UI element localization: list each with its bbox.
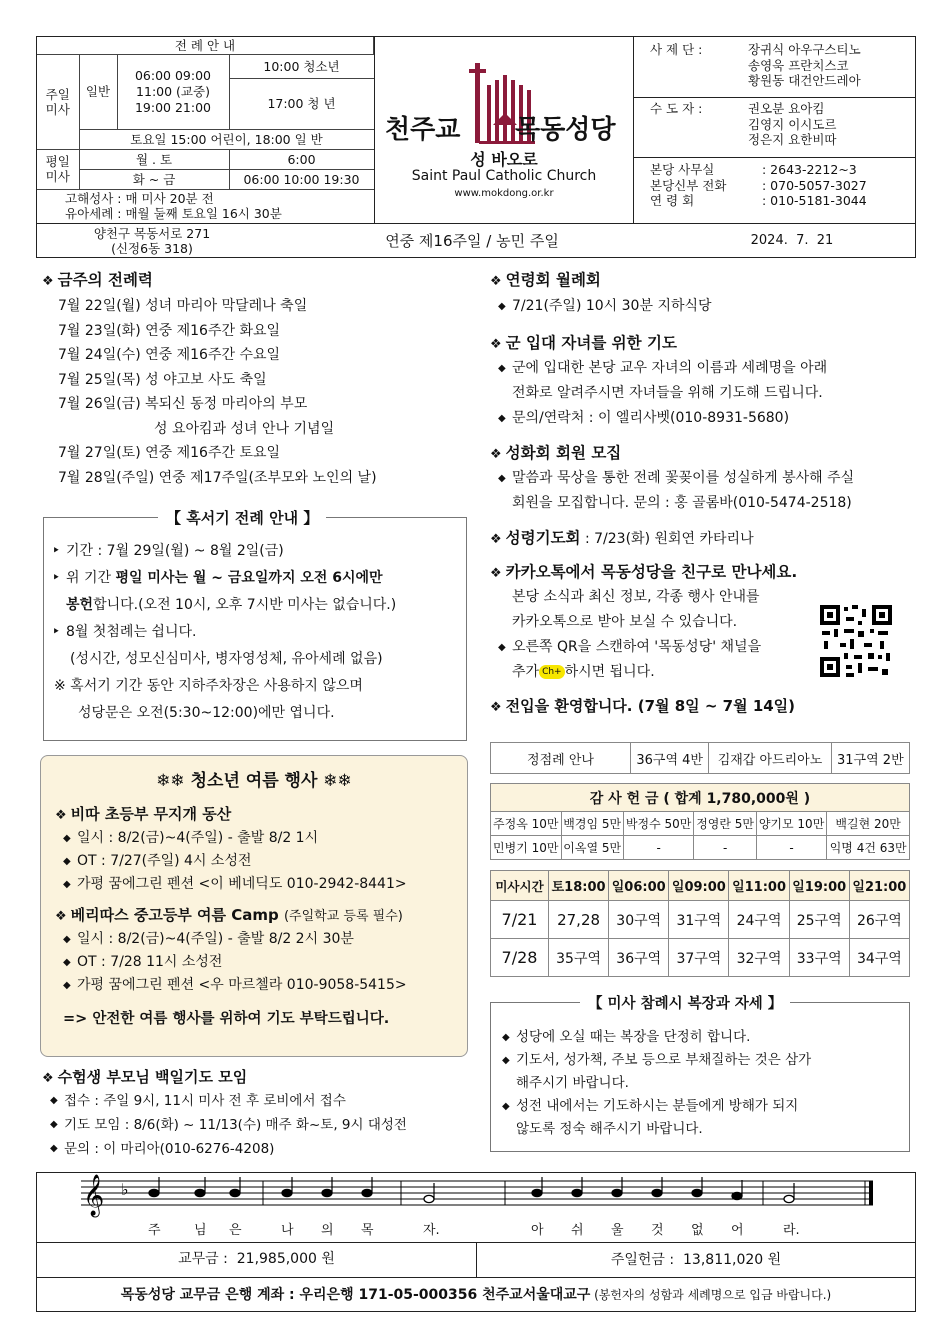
youth-mass: 10:00 청소년 — [229, 54, 374, 78]
contact-value: : 2643-2212~3 — [762, 162, 857, 177]
staff-role — [650, 73, 748, 89]
calendar-item: 7월 28일(주일) 연중 제17주일(조부모와 노인의 날) — [58, 469, 377, 486]
summer-liturgy-title: 【 혹서기 전례 안내 】 — [158, 507, 326, 528]
music-note — [732, 1192, 742, 1199]
music-note — [692, 1189, 702, 1196]
wd2-days: 화 ~ 금 — [79, 169, 229, 189]
lyric-syllable: 라. — [783, 1223, 800, 1238]
music-note — [612, 1189, 622, 1196]
summer-item: ‣ 8월 첫첨례는 쉽니다. — [44, 619, 464, 646]
staff-role — [650, 58, 748, 74]
duty-cell: 35구역 — [549, 939, 609, 977]
youth-heading: 비따 초등부 무지개 동산 — [70, 805, 232, 823]
duty-cell: 33구역 — [789, 939, 849, 977]
saturday-mass: 토요일 15:00 어린이, 18:00 일 반 — [79, 129, 374, 149]
english-name: Saint Paul Catholic Church — [411, 168, 597, 184]
welcome-area: 31구역 2반 — [831, 743, 909, 774]
staff-name: 장귀식 아우구스티노 — [748, 42, 861, 57]
lyric-syllable: 어 — [731, 1223, 744, 1238]
section-title: 금주의 전례력 — [57, 271, 153, 289]
lyric-syllable: 나 — [281, 1223, 294, 1238]
duty-header: 일21:00 — [849, 871, 909, 901]
offering-cell: 민병기 10만 — [491, 836, 562, 860]
offering-cell: - — [694, 836, 756, 860]
lyric-syllable: 님 — [194, 1223, 207, 1238]
title-bar — [37, 223, 915, 257]
music-note — [322, 1189, 332, 1196]
wd1-times: 6:00 — [229, 149, 374, 169]
mass-duty-table — [490, 870, 910, 977]
prayer-group-info: : 7/23(화) 원회연 카타리나 — [580, 531, 754, 547]
youth-item: ◆ 가평 꿈에그린 펜션 <우 마르첼라 010-9058-5415> — [55, 974, 467, 997]
youth-item: ◆ 일시 : 8/2(금)~4(주일) - 출발 8/2 1시 — [55, 827, 467, 850]
duty-header: 미사시간 — [491, 871, 549, 901]
offering-cell: 이옥열 5만 — [561, 836, 623, 860]
music-note — [362, 1189, 372, 1196]
offering-cell: 백경임 5만 — [561, 812, 623, 836]
attire-item-cont: 않도록 정숙 해주시기 바랍니다. — [516, 1121, 703, 1137]
attire-item: ◆ 성당에 오실 때는 복장을 단정히 합니다. — [494, 1026, 906, 1049]
notice-item: ◆ 문의/연락처 : 이 엘리사벳(010-8931-5680) — [490, 406, 915, 431]
music-note — [230, 1189, 240, 1196]
section-title: 수험생 부모님 백일기도 모임 — [57, 1068, 248, 1086]
youth-heading: 베리따스 중고등부 여름 Camp — [70, 906, 279, 924]
attire-title: 【 미사 참례시 복장과 자세 】 — [580, 992, 790, 1013]
sunday-title: 연중 제16주일 / 농민 주일 — [385, 232, 559, 250]
flat-sign-icon: ♭ — [121, 1180, 129, 1199]
kakao-text: 본당 소식과 최신 정보, 각종 행사 안내를 — [512, 589, 760, 605]
duty-header: 일06:00 — [609, 871, 669, 901]
contact-label: 본당 사무실 — [650, 162, 715, 177]
diamond-bullet-icon: ❖ — [55, 808, 67, 823]
duty-header: 일11:00 — [729, 871, 789, 901]
summer-item-cont: 봉헌합니다.(오전 10시, 오후 7시반 미사는 없습니다.) — [66, 597, 397, 613]
section-title: 군 입대 자녀를 위한 기도 — [505, 334, 677, 352]
duty-cell: 24구역 — [729, 901, 789, 939]
parish-dues: 교무금 : 21,985,000 원 — [37, 1243, 477, 1277]
wd1-days: 월 . 토 — [79, 149, 229, 169]
duty-cell: 26구역 — [849, 901, 909, 939]
music-note — [195, 1189, 205, 1196]
summer-item: ‣ 위 기간 평일 미사는 월 ~ 금요일까지 오전 6시에만 — [44, 565, 464, 592]
duty-cell: 27,28 — [549, 901, 609, 939]
diamond-bullet-icon: ❖ — [490, 337, 502, 352]
exam-item: ◆ 접수 : 주일 9시, 11시 미사 전 후 로비에서 접수 — [42, 1089, 482, 1113]
attire-item: ◆ 기도서, 성가책, 주보 등으로 부채질하는 것은 삼가 — [494, 1049, 906, 1072]
offering-title: 감 사 헌 금 ( 합계 1,780,000원 ) — [491, 784, 910, 812]
kakao-item-cont: 추가 Ch+ 하시면 됩니다. — [512, 664, 655, 680]
church-name-right: 목동성당 — [515, 115, 616, 145]
offering-cell: 익명 4건 63만 — [827, 836, 910, 860]
contact-value: : 010-5181-3044 — [762, 193, 867, 208]
staff-name: 송영욱 프란치스코 — [748, 57, 849, 73]
kakao-item: ◆ 오른쪽 QR을 스캔하여 '목동성당' 채널을 — [490, 635, 915, 660]
lyric-syllable: 울 — [611, 1223, 624, 1238]
contact-label: 본당신부 전화 — [650, 177, 727, 193]
duty-cell: 37구역 — [669, 939, 729, 977]
young-adult-mass: 17:00 청 년 — [229, 78, 374, 129]
diamond-bullet-icon: ❖ — [490, 566, 502, 581]
diamond-bullet-icon: ❖ — [490, 700, 502, 715]
staff-role — [650, 117, 748, 133]
contact-value: : 070-5057-3027 — [762, 177, 867, 193]
youth-closing: => 안전한 여름 행사를 위하여 기도 부탁드립니다. — [63, 1011, 390, 1027]
bulletin-date: 2024. 7. 21 — [750, 233, 834, 248]
music-note — [424, 1195, 434, 1202]
music-note — [572, 1189, 582, 1196]
sun-times-1: 06:00 09:00 — [134, 67, 212, 83]
offering-cell: 양기모 10만 — [756, 812, 827, 836]
duty-cell: 30구역 — [609, 901, 669, 939]
lyric-syllable: 없 — [691, 1223, 704, 1238]
ilban-label: 일반 — [79, 54, 117, 129]
youth-heading-note: (주일학교 등록 필수) — [283, 909, 403, 924]
duty-header: 일19:00 — [789, 871, 849, 901]
attire-content — [494, 1026, 906, 1141]
confession-info: 고해성사 : 매 미사 20분 전 — [65, 191, 214, 207]
staff-name: 김영지 이시도르 — [748, 116, 837, 132]
staff-role: 사 제 단 : — [650, 42, 703, 57]
staff-name: 권오분 요아킴 — [748, 101, 825, 116]
diamond-bullet-icon: ❖ — [55, 909, 67, 924]
bank-account: 목동성당 교무금 은행 계좌 : 우리은행 171-05-000356 천주교서울대교구 — [120, 1287, 591, 1303]
sunday-label: 주일 미사 — [37, 54, 79, 149]
music-note — [652, 1189, 662, 1196]
notice-item: ◆ 말씀과 묵상을 통한 전례 꽃꽂이를 성실하게 봉사해 주실 — [490, 466, 915, 491]
calendar-item: 성 요아킴과 성녀 안나 기념일 — [154, 420, 335, 437]
calendar-item: 7월 24일(수) 연중 제16주간 수요일 — [58, 347, 281, 363]
exam-prayer-section — [42, 1066, 482, 1161]
staff-role: 수 도 자 : — [650, 101, 703, 116]
attire-item: ◆ 성전 내에서는 기도하시는 분들에게 방해가 되지 — [494, 1095, 906, 1118]
duty-header: 토18:00 — [549, 871, 609, 901]
kakao-text: 카카오톡으로 받아 보실 수 있습니다. — [512, 614, 738, 630]
offering-table — [490, 783, 910, 860]
calendar-item: 7월 27일(토) 연중 제16주간 토요일 — [58, 445, 281, 461]
youth-item: ◆ 일시 : 8/2(금)~4(주일) - 출발 8/2 2시 30분 — [55, 928, 467, 951]
exam-item: ◆ 기도 모임 : 8/6(화) ~ 11/13(수) 매주 화~토, 9시 대성전 — [42, 1113, 482, 1137]
calendar-item: 7월 25일(목) 성 야고보 사도 축일 — [58, 371, 267, 388]
duty-date: 7/21 — [491, 901, 549, 939]
youth-item: ◆ OT : 7/27(주일) 4시 소성전 — [55, 850, 467, 873]
offering-cell: 주정옥 10만 — [491, 812, 562, 836]
notice-item-cont: 전화로 알려주시면 자녀들을 위해 기도해 드립니다. — [512, 385, 823, 401]
duty-cell: 32구역 — [729, 939, 789, 977]
welcome-name: 정점례 안나 — [491, 743, 631, 774]
section-title: 연령회 월례회 — [505, 271, 601, 289]
summer-item: ‣ 기간 : 7월 29일(월) ~ 8월 2일(금) — [44, 538, 464, 565]
bulletin-header — [36, 36, 916, 258]
music-note — [149, 1189, 159, 1196]
offering-cell: 정영란 5만 — [694, 812, 756, 836]
qr-code-icon[interactable] — [818, 603, 894, 679]
summer-note-cont: 성당문은 오전(5:30~12:00)에만 엽니다. — [78, 705, 335, 721]
welcome-table — [490, 742, 910, 774]
welcome-area: 36구역 4반 — [631, 743, 709, 774]
sun-times-2: 11:00 (교중) — [136, 83, 210, 99]
section-title: 성령기도회 — [505, 529, 581, 547]
section-title: 카카오톡에서 목동성당을 친구로 만나세요. — [505, 563, 798, 581]
mass-schedule — [37, 37, 375, 223]
sunday-offering: 주일헌금 : 13,811,020 원 — [610, 1251, 782, 1268]
music-note — [784, 1195, 794, 1202]
lyric-syllable: 아 — [531, 1223, 544, 1238]
patron-name: 성 바오로 — [470, 150, 538, 169]
duty-cell: 31구역 — [669, 901, 729, 939]
address-line-1: 양천구 목동서로 271 — [93, 225, 211, 241]
summer-liturgy-content — [44, 538, 464, 727]
welcome-name: 김재갑 아드리아노 — [709, 743, 831, 774]
staff-name: 정은지 요한비따 — [748, 132, 837, 147]
offering-cell: 백길현 20만 — [827, 812, 910, 836]
offering-cell: 박정수 50만 — [623, 812, 694, 836]
address-line-2: (신정6동 318) — [111, 240, 193, 256]
music-note — [282, 1189, 292, 1196]
diamond-bullet-icon: ❖ — [42, 274, 54, 289]
lyric-syllable: 목 — [361, 1223, 374, 1238]
section-title: 성화회 회원 모집 — [505, 444, 622, 462]
summer-item-cont: (성시간, 성모신심미사, 병자영성체, 유아세례 없음) — [70, 651, 383, 667]
duty-cell: 34구역 — [849, 939, 909, 977]
duty-header: 일09:00 — [669, 871, 729, 901]
staff-role — [650, 132, 748, 148]
sun-times-3: 19:00 21:00 — [134, 99, 212, 115]
kakao-channel-icon: Ch+ — [539, 665, 565, 679]
notice-item: ◆ 7/21(주일) 10시 30분 지하식당 — [490, 294, 915, 319]
lyric-syllable: 쉬 — [571, 1223, 584, 1238]
calendar-item: 7월 22일(월) 성녀 마리아 막달레나 축일 — [58, 298, 308, 314]
lyric-syllable: 주 — [148, 1223, 161, 1238]
diamond-bullet-icon: ❖ — [42, 1071, 54, 1086]
music-note — [532, 1189, 542, 1196]
calendar-item: 7월 23일(화) 연중 제16주간 화요일 — [58, 322, 281, 339]
staff-name: 황원동 대건안드레아 — [748, 73, 861, 88]
duty-cell: 36구역 — [609, 939, 669, 977]
attire-item-cont: 해주시기 바랍니다. — [516, 1075, 629, 1091]
lyric-syllable: 것 — [651, 1223, 664, 1238]
exam-item: ◆ 문의 : 이 마리아(010-6276-4208) — [42, 1137, 482, 1161]
duty-date: 7/28 — [491, 939, 549, 977]
weekday-label: 평일 미사 — [37, 149, 79, 189]
diamond-bullet-icon: ❖ — [490, 447, 502, 462]
diamond-bullet-icon: ❖ — [490, 532, 502, 547]
music-score — [36, 1172, 916, 1242]
church-name-left: 천주교 — [385, 115, 461, 145]
lyric-syllable: 자. — [423, 1223, 440, 1238]
website[interactable]: www.mokdong.or.kr — [454, 188, 554, 199]
notice-item: ◆ 군에 입대한 본당 교우 자녀의 이름과 세례명을 아래 — [490, 356, 915, 381]
youth-summer-box — [40, 755, 468, 1057]
wd2-times: 06:00 10:00 19:30 — [229, 169, 374, 189]
calendar-item: 7월 26일(금) 복되신 동정 마리아의 부모 — [58, 396, 308, 412]
lyric-syllable: 의 — [321, 1223, 334, 1238]
notice-item-cont: 회원을 모집합니다. 문의 : 홍 골롬바(010-5474-2518) — [512, 495, 852, 511]
offering-cell: - — [756, 836, 827, 860]
lyrics — [37, 1219, 915, 1239]
lyric-syllable: 은 — [229, 1223, 242, 1238]
treble-clef-icon: 𝄞 — [83, 1175, 105, 1216]
offering-cell: - — [623, 836, 694, 860]
bank-note: (봉헌자의 성함과 세례명으로 입금 바랍니다.) — [590, 1288, 832, 1302]
finance-bar — [36, 1242, 916, 1278]
mass-title: 전 례 안 내 — [37, 37, 374, 54]
duty-cell: 25구역 — [789, 901, 849, 939]
youth-item: ◆ 가평 꿈에그린 펜션 <이 베네딕도 010-2942-8441> — [55, 873, 467, 896]
summer-note: ※ 혹서기 기간 동안 지하주차장은 사용하지 않으며 — [54, 678, 363, 694]
youth-item: ◆ OT : 7/28 11시 소성전 — [55, 951, 467, 974]
church-logo — [375, 37, 633, 223]
diamond-bullet-icon: ❖ — [490, 274, 502, 289]
youth-title: ❄❄ 청소년 여름 행사 ❄❄ — [156, 771, 352, 791]
infant-baptism-info: 유아세례 : 매월 둘째 토요일 16시 30분 — [65, 206, 282, 222]
section-title: 전입을 환영합니다. (7월 8일 ~ 7월 14일) — [505, 697, 796, 715]
liturgical-calendar — [42, 268, 472, 490]
contact-label: 연 령 회 — [650, 193, 695, 208]
bank-account-bar — [36, 1278, 916, 1312]
staff-panel — [633, 37, 915, 223]
